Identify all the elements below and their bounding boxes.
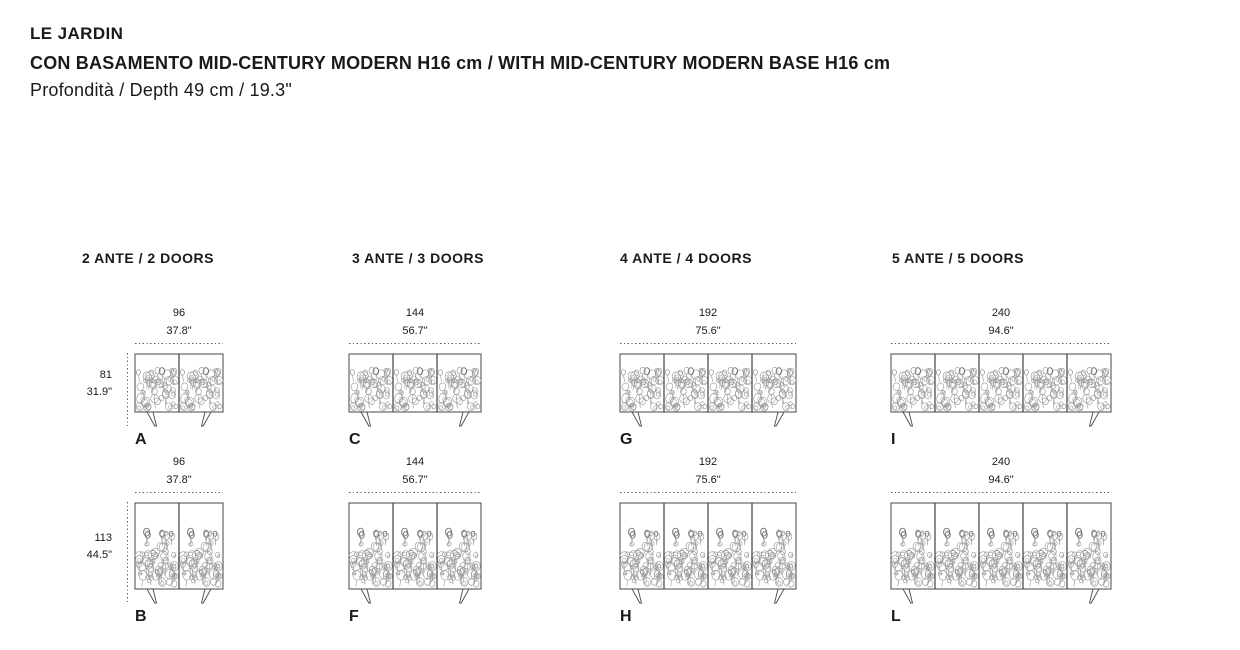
width-inch-label: 75.6" (695, 474, 721, 486)
height-inch-label: 44.5" (86, 549, 112, 561)
height-dimension-row2 (50, 531, 112, 562)
cabinet-drawing (618, 502, 798, 605)
base-spec-subtitle: CON BASAMENTO MID-CENTURY MODERN H16 cm / WITH MID-CENTURY MODERN BASE H16 cm (30, 53, 891, 73)
width-inch-label: 75.6" (695, 325, 721, 337)
width-cm-label: 96 (172, 456, 186, 468)
cabinet-letter: G (620, 431, 633, 448)
width-cm-label: 192 (698, 307, 718, 319)
width-inch-label: 94.6" (988, 474, 1014, 486)
column-header-3-doors: 3 ANTE / 3 DOORS (352, 250, 484, 266)
depth-spec: Profondità / Depth 49 cm / 19.3" (30, 80, 292, 100)
cabinet-letter: F (349, 608, 360, 625)
cabinet-figure-C (349, 306, 481, 449)
cabinet-letter: B (135, 608, 148, 625)
cabinet-drawing (618, 353, 798, 428)
width-dimension-line (349, 492, 481, 493)
cabinet-drawing (347, 502, 483, 605)
cabinet-letter: L (891, 608, 902, 625)
height-dimension-row1 (50, 368, 112, 399)
width-cm-label: 240 (991, 456, 1011, 468)
width-inch-label: 94.6" (988, 325, 1014, 337)
cabinet-drawing (889, 502, 1113, 605)
height-inch-label: 31.9" (86, 386, 112, 398)
title-block (30, 24, 890, 101)
cabinet-drawing (133, 502, 225, 605)
width-dimension-line (135, 343, 223, 344)
width-inch-label: 37.8" (166, 474, 192, 486)
width-cm-label: 96 (172, 307, 186, 319)
width-dimension-line (620, 343, 796, 344)
width-dimension-line (891, 343, 1111, 344)
column-header-5-doors: 5 ANTE / 5 DOORS (892, 250, 1024, 266)
height-dimension-line-row1 (127, 353, 128, 426)
height-dimension-line-row2 (127, 502, 128, 603)
cabinet-letter: I (891, 431, 896, 448)
cabinet-figure-F (349, 455, 481, 626)
cabinet-drawing (889, 353, 1113, 428)
height-cm-label: 113 (94, 532, 112, 544)
page-title: LE JARDIN (30, 24, 124, 43)
column-header-2-doors: 2 ANTE / 2 DOORS (82, 250, 214, 266)
width-cm-label: 240 (991, 307, 1011, 319)
cabinet-letter: C (349, 431, 362, 448)
width-dimension-line (620, 492, 796, 493)
width-inch-label: 56.7" (402, 325, 428, 337)
width-dimension-line (349, 343, 481, 344)
width-dimension-line (135, 492, 223, 493)
cabinet-drawing (133, 353, 225, 428)
cabinet-drawing (347, 353, 483, 428)
width-inch-label: 56.7" (402, 474, 428, 486)
cabinet-figure-H (620, 455, 796, 626)
cabinet-figure-G (620, 306, 796, 449)
width-inch-label: 37.8" (166, 325, 192, 337)
cabinet-figure-B (135, 455, 223, 626)
cabinet-figure-I (891, 306, 1111, 449)
cabinet-figure-A (135, 306, 223, 449)
cabinet-letter: H (620, 608, 633, 625)
width-cm-label: 144 (405, 307, 425, 319)
cabinet-letter: A (135, 431, 148, 448)
width-cm-label: 192 (698, 456, 718, 468)
column-header-4-doors: 4 ANTE / 4 DOORS (620, 250, 752, 266)
height-cm-label: 81 (99, 369, 112, 381)
cabinet-figure-L (891, 455, 1111, 626)
width-dimension-line (891, 492, 1111, 493)
width-cm-label: 144 (405, 456, 425, 468)
